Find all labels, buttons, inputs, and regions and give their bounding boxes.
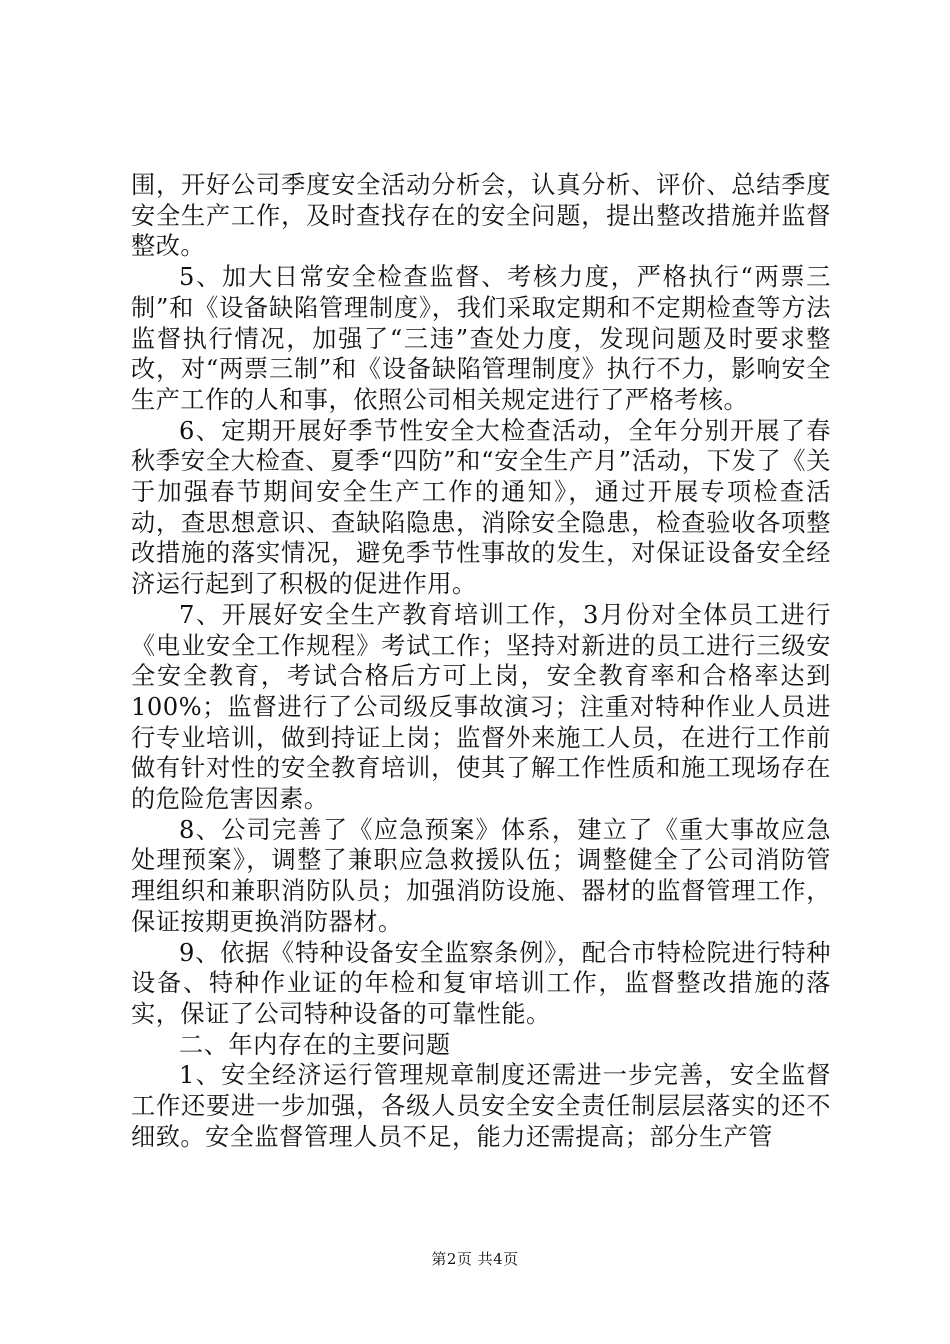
paragraph-item-6: 6、定期开展好季节性安全大检查活动，全年分别开展了春秋季安全大检查、夏季“四防”和“安全生产月”活动，下发了《关于加强春节期间安全生产工作的通知》，通过开展专项检查活动，查思想意识、查缺陷隐患，消除安全隐患，检查验收各项整改措施的落实情况，避免季节性事故的发生，对保证设备安全经济运行起到了积极的促进作用。 [131,416,831,599]
page-footer [0,1248,950,1269]
paragraph-item-8: 8、公司完善了《应急预案》体系，建立了《重大事故应急处理预案》，调整了兼职应急救援队伍；调整健全了公司消防管理组织和兼职消防队员；加强消防设施、器材的监督管理工作，保证按期更换消防器材。 [131,815,831,936]
paragraph-item-5: 5、加大日常安全检查监督、考核力度，严格执行“两票三制”和《设备缺陷管理制度》，我们采取定期和不定期检查等方法监督执行情况，加强了“三违”查处力度，发现问题及时要求整改，对“两票三制”和《设备缺陷管理制度》执行不力，影响安全生产工作的人和事，依照公司相关规定进行了严格考核。 [131,263,831,414]
paragraph-problem-1: 1、安全经济运行管理规章制度还需进一步完善，安全监督工作还要进一步加强，各级人员安全安全责任制层层落实的还不细致。安全监督管理人员不足，能力还需提高；部分生产管 [131,1061,831,1151]
paragraph-item-7: 7、开展好安全生产教育培训工作，3月份对全体员工进行《电业安全工作规程》考试工作；坚持对新进的员工进行三级安全安全教育，考试合格后方可上岗，安全教育率和合格率达到100%；监督进行了公司级反事故演习；注重对特种作业人员进行专业培训，做到持证上岗；监督外来施工人员，在进行工作前做有针对性的安全教育培训，使其了解工作性质和施工现场存在的危险危害因素。 [131,600,831,814]
paragraph-item-9: 9、依据《特种设备安全监察条例》，配合市特检院进行特种设备、特种作业证的年检和复审培训工作，监督整改措施的落实，保证了公司特种设备的可靠性能。 [131,938,831,1028]
paragraph-continuation: 围，开好公司季度安全活动分析会，认真分析、评价、总结季度安全生产工作，及时查找存在的安全问题，提出整改措施并监督整改。 [131,171,831,261]
section-heading-problems: 二、年内存在的主要问题 [179,1030,451,1059]
document-body [131,170,831,1153]
page-number-label: 第2页 共4页 [431,1250,519,1268]
